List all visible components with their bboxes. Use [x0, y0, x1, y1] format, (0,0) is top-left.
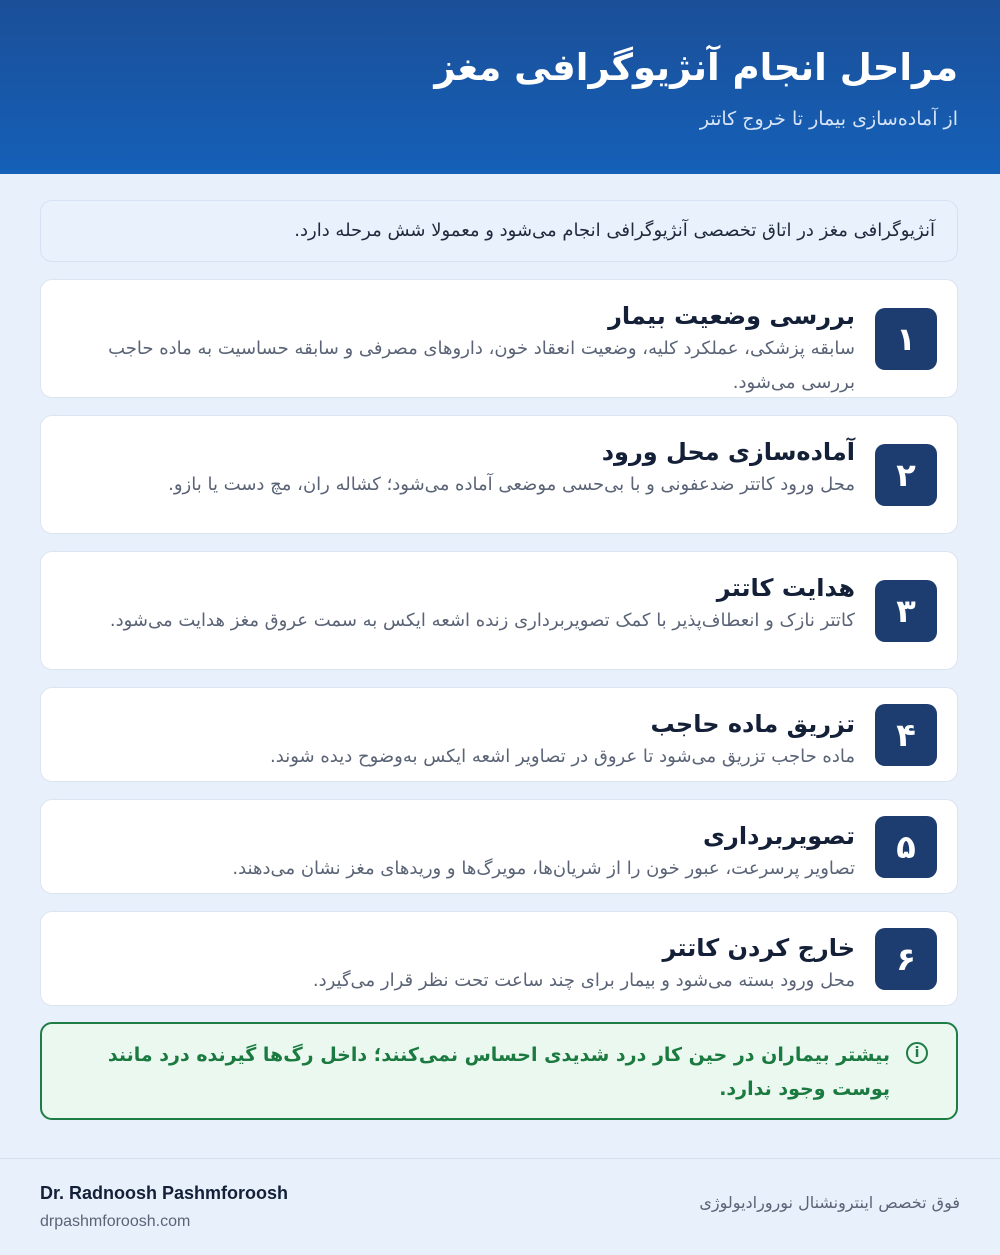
step-card-1	[40, 279, 958, 398]
step-number-badge: ۴	[875, 704, 937, 766]
step-description: کاتتر نازک و انعطاف‌پذیر با کمک تصویربرداری زنده اشعه ایکس به سمت عروق مغز هدایت می‌شود.	[109, 610, 855, 631]
info-note	[40, 1022, 958, 1120]
intro-text: آنژیوگرافی مغز در اتاق تخصصی آنژیوگرافی انجام می‌شود و معمولا شش مرحله دارد.	[294, 220, 935, 241]
step-description: سابقه پزشکی، عملکرد کلیه، وضعیت انعقاد خون، داروهای مصرفی و سابقه حساسیت به ماده حاجب بررسی می‌شود.	[108, 338, 855, 393]
step-description: ماده حاجب تزریق می‌شود تا عروق در تصاویر اشعه ایکس به‌وضوح دیده شوند.	[270, 746, 855, 767]
step-title: بررسی وضعیت بیمار	[608, 302, 855, 330]
step-description: محل ورود کاتتر ضدعفونی و با بی‌حسی موضعی آماده می‌شود؛ کشاله ران، مچ دست یا بازو.	[168, 474, 855, 495]
step-description: تصاویر پرسرعت، عبور خون را از شریان‌ها، مویرگ‌ها و وریدهای مغز نشان می‌دهند.	[232, 858, 855, 879]
info-note-text: بیشتر بیماران در حین کار درد شدیدی احساس نمی‌کنند؛ داخل رگ‌ها گیرنده درد مانند پوست وجود ندارد.	[107, 1044, 890, 1100]
step-title: تزریق ماده حاجب	[650, 710, 855, 738]
page-subtitle: از آماده‌سازی بیمار تا خروج کاتتر	[699, 108, 958, 130]
info-icon: i	[906, 1042, 928, 1064]
website-link[interactable]: drpashmforoosh.com	[40, 1213, 191, 1230]
doctor-name: Dr. Radnoosh Pashmforoosh	[40, 1183, 289, 1203]
step-title: آماده‌سازی محل ورود	[601, 438, 855, 466]
page-title: مراحل انجام آنژیوگرافی مغز	[434, 46, 958, 89]
footer	[0, 1158, 1000, 1255]
step-card-5	[40, 799, 958, 894]
intro-box	[40, 200, 958, 262]
doctor-specialty: فوق تخصص اینترونشنال نورورادیولوژی	[699, 1193, 960, 1212]
step-number-badge: ۱	[875, 308, 937, 370]
step-description: محل ورود بسته می‌شود و بیمار برای چند ساعت تحت نظر قرار می‌گیرد.	[312, 970, 855, 991]
step-number-badge: ۲	[875, 444, 937, 506]
step-title: تصویربرداری	[703, 822, 855, 850]
step-number-badge: ۵	[875, 816, 937, 878]
step-title: خارج کردن کاتتر	[662, 934, 855, 962]
step-number-badge: ۶	[875, 928, 937, 990]
step-card-6	[40, 911, 958, 1006]
step-number-badge: ۳	[875, 580, 937, 642]
step-card-4	[40, 687, 958, 782]
step-card-3	[40, 551, 958, 670]
step-title: هدایت کاتتر	[716, 574, 855, 602]
step-card-2	[40, 415, 958, 534]
header	[0, 0, 1000, 174]
